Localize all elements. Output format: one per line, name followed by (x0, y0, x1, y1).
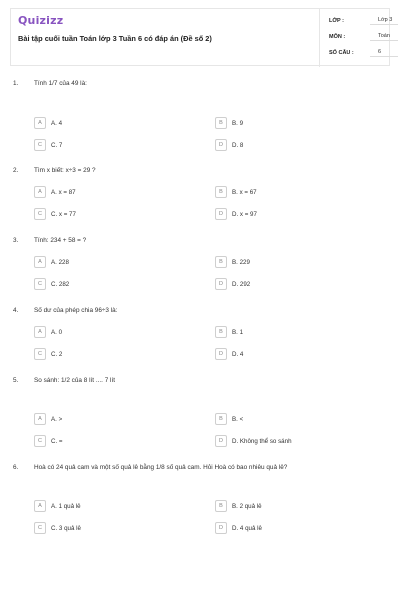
option-a[interactable] (34, 326, 62, 338)
option-letter-badge: A (34, 256, 46, 268)
option-a[interactable] (34, 413, 62, 425)
option-letter-badge: C (34, 348, 46, 360)
option-letter-badge: C (34, 522, 46, 534)
header-divider (319, 9, 320, 67)
option-a[interactable] (34, 256, 69, 268)
option-text: C. 3 quả lê (51, 524, 81, 532)
option-letter-badge: B (215, 326, 227, 338)
option-b[interactable] (215, 256, 250, 268)
option-text: D. 8 (232, 141, 244, 149)
option-letter-badge: B (215, 413, 227, 425)
option-letter-badge: C (34, 139, 46, 151)
question-text: Tính 1/7 của 49 là: (34, 80, 87, 87)
option-letter-badge: A (34, 413, 46, 425)
option-c[interactable] (34, 208, 76, 220)
option-b[interactable] (215, 117, 243, 129)
option-a[interactable] (34, 186, 76, 198)
subject-value: Toán (370, 33, 398, 41)
option-text: D. 4 (232, 350, 244, 358)
option-letter-badge: A (34, 117, 46, 129)
question-number: 6. (13, 464, 19, 471)
option-b[interactable] (215, 500, 262, 512)
option-letter-badge: C (34, 435, 46, 447)
option-c[interactable] (34, 139, 62, 151)
option-a[interactable] (34, 500, 81, 512)
option-b[interactable] (215, 326, 243, 338)
option-letter-badge: B (215, 256, 227, 268)
question-number: 4. (13, 307, 19, 314)
option-text: D. 4 quả lê (232, 524, 262, 532)
option-text: B. 2 quả lê (232, 502, 262, 510)
option-text: B. < (232, 415, 244, 423)
option-text: B. 1 (232, 328, 244, 336)
option-letter-badge: D (215, 522, 227, 534)
option-text: A. 0 (51, 328, 63, 336)
option-letter-badge: D (215, 208, 227, 220)
grade-value: Lớp 3 (370, 17, 398, 25)
option-letter-badge: B (215, 186, 227, 198)
option-text: C. x = 77 (51, 210, 76, 218)
question-text: So sánh: 1/2 của 8 lít .... 7 lít (34, 377, 115, 384)
question-text: Tính: 234 + 58 = ? (34, 237, 87, 244)
grade-label: LỚP : (329, 18, 344, 24)
option-text: B. 229 (232, 258, 250, 266)
option-letter-badge: A (34, 500, 46, 512)
option-c[interactable] (34, 348, 62, 360)
option-a[interactable] (34, 117, 62, 129)
option-d[interactable] (215, 278, 250, 290)
option-c[interactable] (34, 435, 63, 447)
option-text: A. 228 (51, 258, 69, 266)
option-b[interactable] (215, 186, 257, 198)
option-text: A. 4 (51, 119, 63, 127)
option-letter-badge: D (215, 278, 227, 290)
worksheet-header (10, 8, 393, 66)
option-text: B. 9 (232, 119, 244, 127)
option-d[interactable] (215, 208, 257, 220)
option-c[interactable] (34, 278, 69, 290)
option-c[interactable] (34, 522, 81, 534)
question-count-label: SỐ CÂU : (329, 50, 354, 56)
option-text: A. x = 87 (51, 188, 76, 196)
option-text: C. 7 (51, 141, 63, 149)
option-d[interactable] (215, 522, 262, 534)
option-letter-badge: C (34, 208, 46, 220)
option-letter-badge: A (34, 186, 46, 198)
option-text: C. 282 (51, 280, 70, 288)
option-text: A. > (51, 415, 63, 423)
page-title: Bài tập cuối tuần Toán lớp 3 Tuần 6 có đáp án (Đề số 2) (18, 34, 212, 43)
question-count-value: 6 (370, 49, 398, 57)
option-letter-badge: D (215, 139, 227, 151)
option-text: C. = (51, 437, 63, 445)
option-text: A. 1 quả lê (51, 502, 81, 510)
question-text: Tìm x biết: x÷3 = 29 ? (34, 167, 96, 174)
option-letter-badge: B (215, 117, 227, 129)
question-number: 1. (13, 80, 19, 87)
option-letter-badge: D (215, 435, 227, 447)
subject-label: MÔN : (329, 34, 346, 40)
option-d[interactable] (215, 348, 243, 360)
option-text: D. 292 (232, 280, 251, 288)
option-text: D. Không thể so sánh (232, 437, 292, 445)
option-text: B. x = 67 (232, 188, 257, 196)
option-d[interactable] (215, 139, 243, 151)
quizizz-logo: Quizizz (18, 14, 64, 27)
question-text: Số dư của phép chia 96÷3 là: (34, 307, 118, 314)
option-letter-badge: D (215, 348, 227, 360)
option-letter-badge: A (34, 326, 46, 338)
question-number: 3. (13, 237, 19, 244)
option-d[interactable] (215, 435, 292, 447)
question-number: 5. (13, 377, 19, 384)
option-letter-badge: C (34, 278, 46, 290)
option-letter-badge: B (215, 500, 227, 512)
option-text: D. x = 97 (232, 210, 257, 218)
question-text: Hoà có 24 quả cam và một số quả lê bằng 1/8 số quả cam. Hỏi Hoà có bao nhiêu quả lê? (34, 464, 288, 471)
question-number: 2. (13, 167, 19, 174)
option-text: C. 2 (51, 350, 63, 358)
option-b[interactable] (215, 413, 243, 425)
